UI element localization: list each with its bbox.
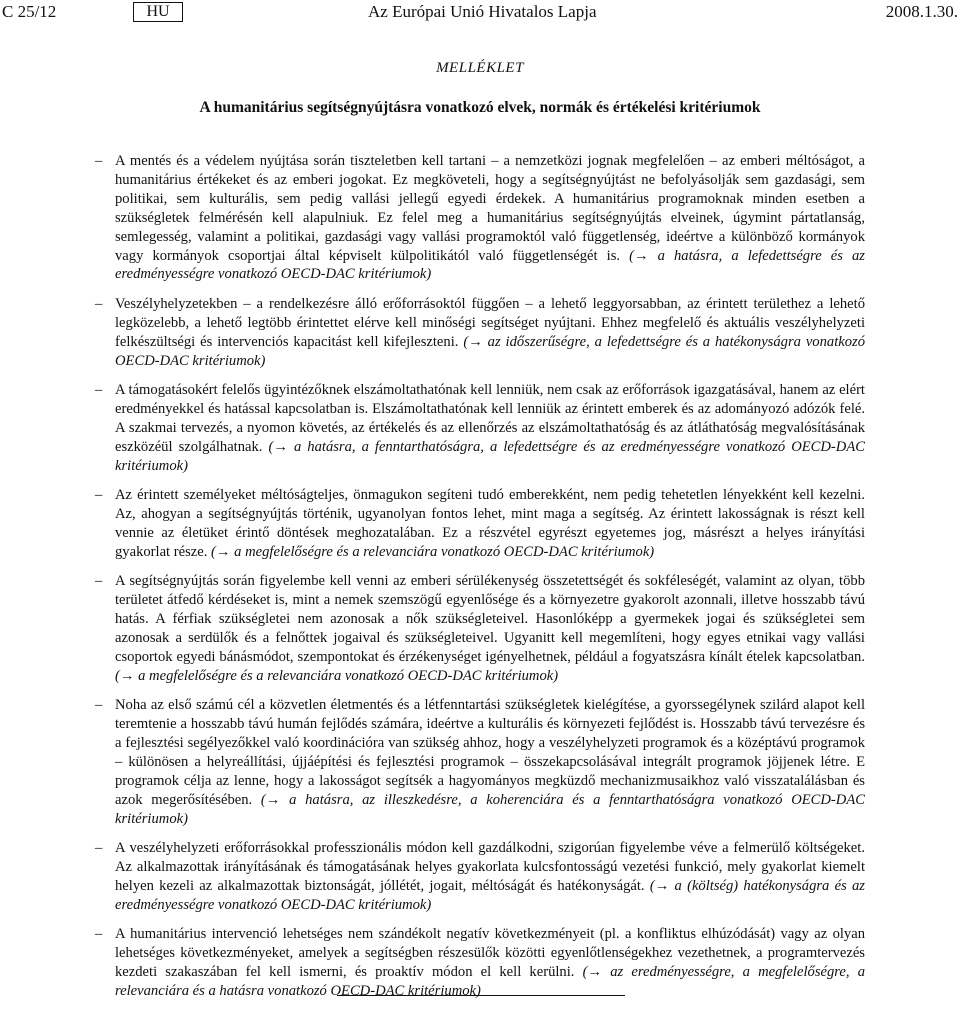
item-text: A humanitárius intervenció lehetséges nem szándékolt negatív következményeit (pl. a konfliktus elhúzódását) vagy az olyan lehetséges következményeket, amelyek a segítségben részesülők közötti egyenlőtlenségekhez vezethetnek, a programtervezés kezdeti szakaszában fel kell ismerni, és proaktív módon el kell kerülni. bbox=[115, 926, 865, 980]
dash-bullet: – bbox=[95, 697, 103, 714]
list-item bbox=[95, 152, 865, 284]
item-text: A mentés és a védelem nyújtása során tiszteletben kell tartani – a nemzetközi jognak megfelelően – az emberi méltóságot, a humanitárius értékeket és az emberi jogokat. Ez megköveteli, hogy a segítségnyújtást ne befolyásolják sem gazdasági, sem politikai, sem kulturális, sem pedig vallási jellegű egyedi érdekek. A humanitárius programoknak minden esetben a szükségletek felmérésén kell alapulniuk. Ez felel meg a humanitárius segítségnyújtás elveinek, úgymint pártatlanság, semlegesség, valamint a politikai, gazdasági vagy vallási programoktól való függetlenség, ideértve a különböző kormányok vagy kormányok csoportjai által képviselt külpolitikától való függetlenségét is. bbox=[115, 153, 865, 264]
item-criteria-ref: (→ a megfelelőségre és a relevanciára vonatkozó OECD-DAC kritériumok) bbox=[211, 543, 655, 560]
publication-name: Az Európai Unió Hivatalos Lapja bbox=[368, 2, 597, 21]
principles-list bbox=[95, 152, 865, 1011]
item-criteria-ref: (→ az eredményességre, a megfelelőségre, a relevanciára és a hatásra vonatkozó OECD-DAC kritériumok) bbox=[115, 963, 866, 999]
language-code-box: HU bbox=[133, 2, 183, 22]
item-text: Noha az első számú cél a közvetlen életmentés és a létfenntartási szükségletek kielégítése, a gyorssegélynek szilárd alapot kell teremtenie a hosszabb távú humán fejlődés számára, ideértve a kulturális és környezeti fejlődést is. Hosszabb távú tervezésre és a fejlesztési segélyezőkkel való koordinációra van szükség ahhoz, hogy a veszélyhelyzeti programok és a középtávú programok – különösen a helyreállítási, újjáépítési és fejlesztési programok – összekapcsolásával integrált programok jöjjenek létre. E programok célja az lenne, hogy a lakosságot segítsék a hagyományos megküzdő mechanizmusaikhoz való visszatalálásban és azok megerősítésében. bbox=[115, 697, 865, 808]
document-title: A humanitárius segítségnyújtásra vonatkozó elvek, normák és értékelési kritériumok bbox=[199, 99, 761, 116]
page-header bbox=[0, 2, 960, 26]
annex-label: MELLÉKLET bbox=[436, 60, 524, 76]
footer-divider bbox=[337, 995, 625, 996]
item-text: A segítségnyújtás során figyelembe kell venni az emberi sérülékenység összetettségét és sokféleségét, valamint az olyan, több területet átfedő kérdéseket is, mint a nemek szemszögű egyenlősége és a környezetre gyakorolt azonnali, illetve hosszabb távú hatás. A férfiak szükségletei nem azonosak a nők szükségleteivel. Hasonlóképp a gyermekek jogai és szükségletei sem azonosak a serdülők és a felnőttek jogaival és szükségleteivel. Ugyanitt kell megemlíteni, hogy egyes etnikai vagy vallási csoportok egyedi bánásmódot, szempontokat és érzékenységet igényelhetnek, például a fogyatszásra kínált ételek kapcsolatban. bbox=[115, 573, 865, 665]
dash-bullet: – bbox=[95, 381, 103, 398]
dash-bullet: – bbox=[95, 926, 103, 943]
list-item bbox=[95, 839, 865, 915]
item-text: A veszélyhelyzeti erőforrásokkal professzionális módon kell gazdálkodni, szigorúan figyelembe véve a felmerülő költségeket. Az alkalmazottak irányításának és támogatásának helyes gyakorlata kulcsfontosságú vezetési funkció, mely gyakorlat kiemelt helyen kezeli az alkalmazottak biztonságát, jóllétét, jogait, méltóságát és hatékonyságát. bbox=[115, 839, 865, 894]
dash-bullet: – bbox=[95, 295, 103, 312]
list-item bbox=[95, 381, 865, 476]
dash-bullet: – bbox=[95, 573, 103, 590]
item-criteria-ref: (→ az időszerűségre, a lefedettségre és a hatékonyságra vonatkozó OECD-DAC kritériumok) bbox=[115, 333, 865, 369]
item-text: Az érintett személyeket méltóságteljes, önmagukon segíteni tudó emberekként, nem pedig tehetetlen lényekként kell kezelni. Az, ahogyan a segítségnyújtás történik, ugyanolyan fontos lehet, mint maga a segítség. Az érintett lakosságnak is részt kell vennie az életüket érintő döntések meghozatalában. Ez a részvétel egyrészt egyetemes jog, másrészt a helyes irányítási gyakorlat része. bbox=[115, 487, 865, 560]
list-item bbox=[95, 295, 865, 371]
item-criteria-ref: (→ a hatásra, a lefedettségre és az eredményességre vonatkozó OECD-DAC kritériumok) bbox=[115, 247, 865, 283]
item-criteria-ref: (→ a hatásra, az illeszkedésre, a koherenciára és a fenntarthatóságra vonatkozó OECD-DAC kritériumok) bbox=[115, 791, 865, 827]
publication-date: 2008.1.30. bbox=[885, 2, 958, 21]
list-item bbox=[95, 486, 865, 562]
item-criteria-ref: (→ a hatásra, a fenntarthatóságra, a lefedettségre és az eredményességre vonatkozó OECD-DAC kritériumok) bbox=[115, 438, 865, 474]
dash-bullet: – bbox=[95, 839, 103, 856]
dash-bullet: – bbox=[95, 153, 103, 169]
list-item bbox=[95, 572, 865, 685]
item-text: A támogatásokért felelős ügyintézőknek elszámoltathatónak kell lenniük, nem csak az erőforrások igazgatásával, hanem az elért eredményekkel és hatással kapcsolatban is. Elszámoltathatónak kell lenniük az érintett emberek és az adományozó adózók felé. A szakmai tervezés, a nyomon követés, az értékelés és az ellenőrzés az elszámoltathatóság és az átláthatóság megvalósításának eszközéül szolgálhatnak. bbox=[115, 381, 865, 455]
list-item bbox=[95, 696, 865, 828]
item-text: Veszélyhelyzetekben – a rendelkezésre álló erőforrásoktól függően – a lehető leggyorsabban, az érintett területhez a lehető legközelebb, a lehető legtöbb érintettet elérve kell minőségi segítséget nyújtani. Ehhez megfelelő és aktuális veszélyhelyzeti felkészültségi és intervenciós kapacitást kell kifejleszteni. bbox=[115, 295, 865, 350]
list-item bbox=[95, 925, 865, 1001]
journal-reference: C 25/12 bbox=[2, 2, 57, 21]
item-criteria-ref: (→ a megfelelőségre és a relevanciára vonatkozó OECD-DAC kritériumok) bbox=[115, 667, 559, 684]
dash-bullet: – bbox=[95, 487, 103, 503]
item-criteria-ref: (→ a (költség) hatékonyságra és az eredményességre vonatkozó OECD-DAC kritériumok) bbox=[115, 877, 865, 913]
